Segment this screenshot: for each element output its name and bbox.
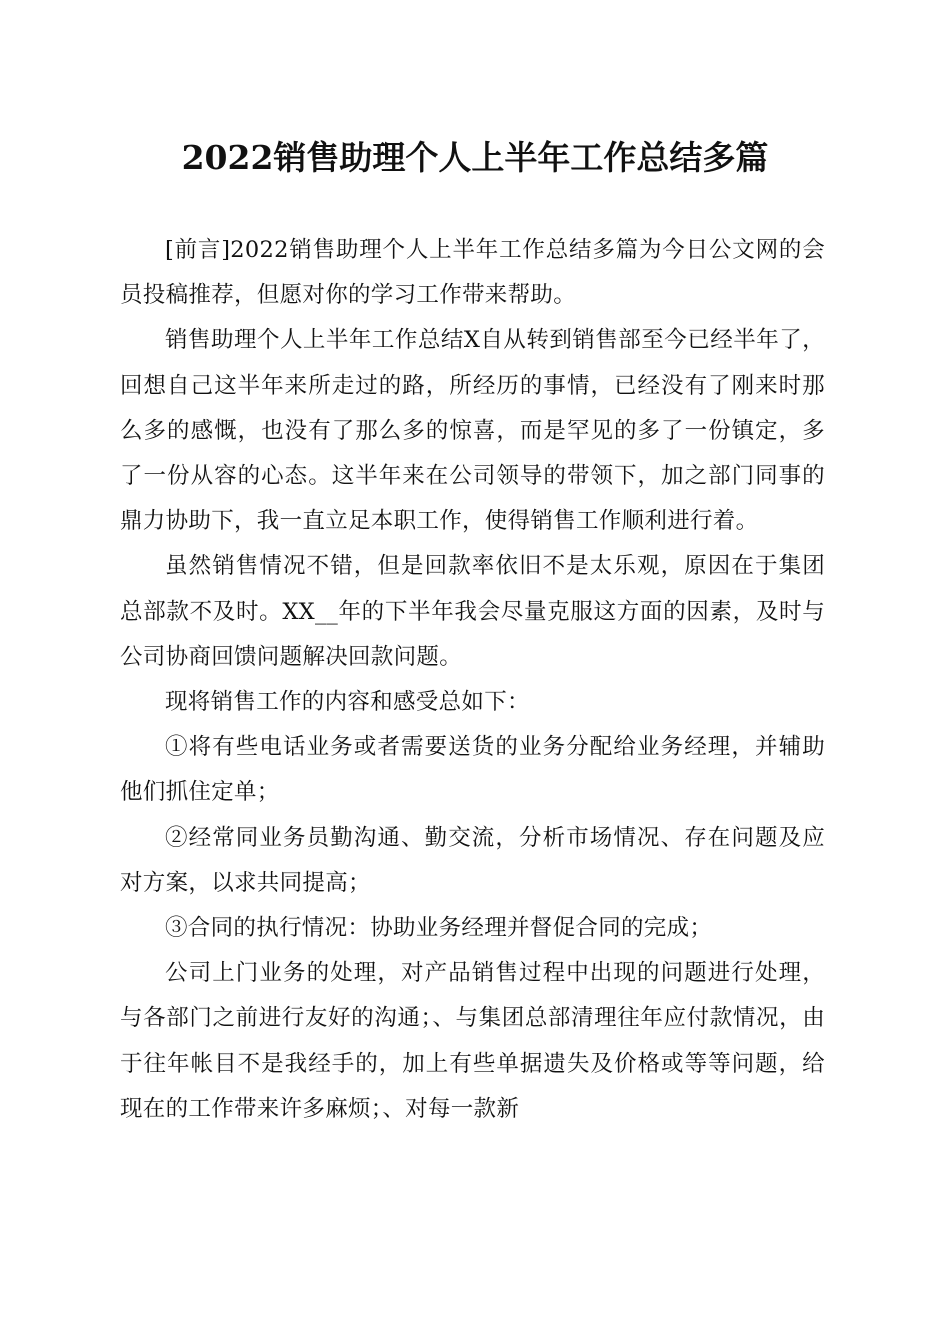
document-title: 2022销售助理个人上半年工作总结多篇 (181, 138, 769, 177)
paragraph-item-1: ①将有些电话业务或者需要送货的业务分配给业务经理，并辅助他们抓住定单； (120, 734, 825, 806)
document-body (120, 228, 825, 1132)
paragraph-item-3: ③合同的执行情况：协助业务经理并督促合同的完成； (165, 915, 713, 942)
paragraph-summary-intro: 销售助理个人上半年工作总结X自从转到销售部至今已经半年了，回想自己这半年来所走过的路，所经历的事情，已经没有了刚来时那么多的感慨，也没有了那么多的惊喜，而是罕见的多了一份镇定，多了一份从容的心态。这半年来在公司领导的带领下，加之部门同事的鼎力协助下，我一直立足本职工作，使得销售工作顺利进行着。 (120, 327, 825, 535)
paragraph-preface: [前言]2022销售助理个人上半年工作总结多篇为今日公文网的会员投稿推荐，但愿对你的学习工作带来帮助。 (120, 237, 825, 309)
paragraph-company-business: 公司上门业务的处理，对产品销售过程中出现的问题进行处理，与各部门之前进行友好的沟通；、与集团总部清理往年应付款情况，由于往年帐目不是我经手的，加上有些单据遗失及价格或等等问题，给现在的工作带来许多麻烦；、对每一款新 (120, 960, 825, 1122)
paragraph-payment-issue: 虽然销售情况不错，但是回款率依旧不是太乐观，原因在于集团总部款不及时。XX__年的下半年我会尽量克服这方面的因素，及时与公司协商回馈问题解决回款问题。 (120, 553, 825, 670)
paragraph-item-2: ②经常同业务员勤沟通、勤交流，分析市场情况、存在问题及应对方案，以求共同提高； (120, 824, 825, 896)
paragraph-list-intro: 现将销售工作的内容和感受总如下： (165, 689, 530, 716)
